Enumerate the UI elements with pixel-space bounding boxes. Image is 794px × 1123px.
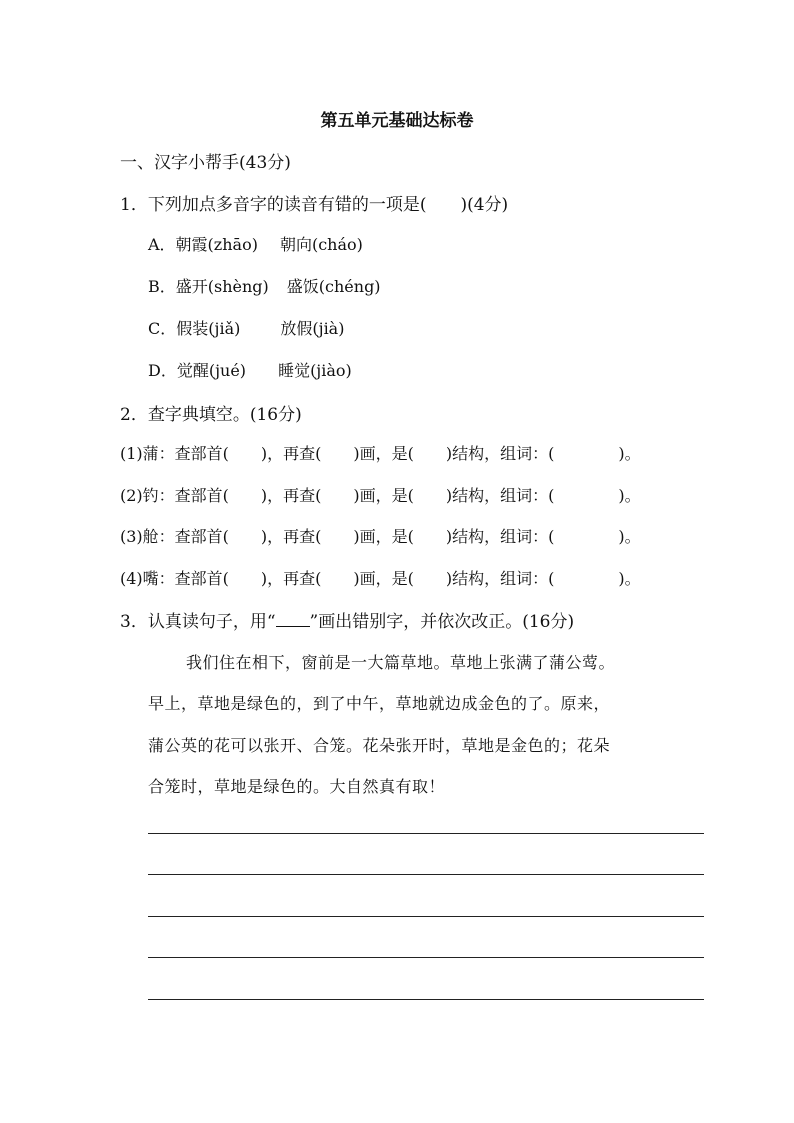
q2-row-1: (1)蒲：查部首( )，再查( )画，是( )结构，组词：( )。	[120, 444, 641, 463]
option-c-second: 放假(jià)	[280, 319, 345, 338]
passage-line-2: 早上，草地是绿色的，到了中午，草地就边成金色的了。原来，	[148, 694, 611, 713]
answer-line-1[interactable]	[148, 833, 704, 834]
question-1-stem: 1．下列加点多音字的读音有错的一项是( )(4分)	[120, 195, 509, 215]
passage-line-4: 合笼时，草地是绿色的。大自然真有取！	[148, 777, 446, 796]
underline-mark	[276, 614, 310, 627]
option-d	[148, 358, 352, 381]
passage-line-1: 我们住在相下，窗前是一大篇草地。草地上张满了蒲公莺。	[186, 653, 616, 672]
q2-row-3: (3)舱：查部首( )，再查( )画，是( )结构，组词：( )。	[120, 527, 641, 546]
option-b-first: B．盛开(shèng)	[148, 277, 269, 296]
answer-line-2[interactable]	[148, 874, 704, 875]
option-b-second: 盛饭(chéng)	[286, 277, 381, 296]
option-c-first: C．假装(jiǎ)	[148, 319, 241, 338]
option-d-second: 睡觉(jiào)	[278, 361, 352, 380]
option-a-first: A．朝霞(zhāo)	[148, 235, 258, 254]
q2-row-2: (2)钓：查部首( )，再查( )画，是( )结构，组词：( )。	[120, 486, 641, 505]
q3-stem-pre: 3．认真读句子，用“	[120, 612, 276, 632]
passage-line-3: 蒲公英的花可以张开、合笼。花朵张开时，草地是金色的；花朵	[148, 736, 611, 755]
q3-stem-post: ”画出错别字，并依次改正。(16分)	[309, 612, 575, 632]
question-2-stem: 2．查字典填空。(16分)	[120, 405, 302, 425]
option-b	[148, 274, 381, 297]
answer-line-3[interactable]	[148, 916, 704, 917]
option-a-second: 朝向(cháo)	[279, 235, 363, 254]
section-heading: 一、汉字小帮手(43分)	[120, 153, 291, 173]
option-a	[148, 232, 363, 255]
answer-line-5[interactable]	[148, 999, 704, 1000]
q2-row-4: (4)嘴：查部首( )，再查( )画，是( )结构，组词：( )。	[120, 569, 641, 588]
option-c	[148, 316, 344, 339]
page-title: 第五单元基础达标卷	[320, 111, 474, 131]
answer-line-4[interactable]	[148, 957, 704, 958]
option-d-first: D．觉醒(jué)	[148, 361, 247, 380]
question-3-stem	[120, 607, 574, 632]
